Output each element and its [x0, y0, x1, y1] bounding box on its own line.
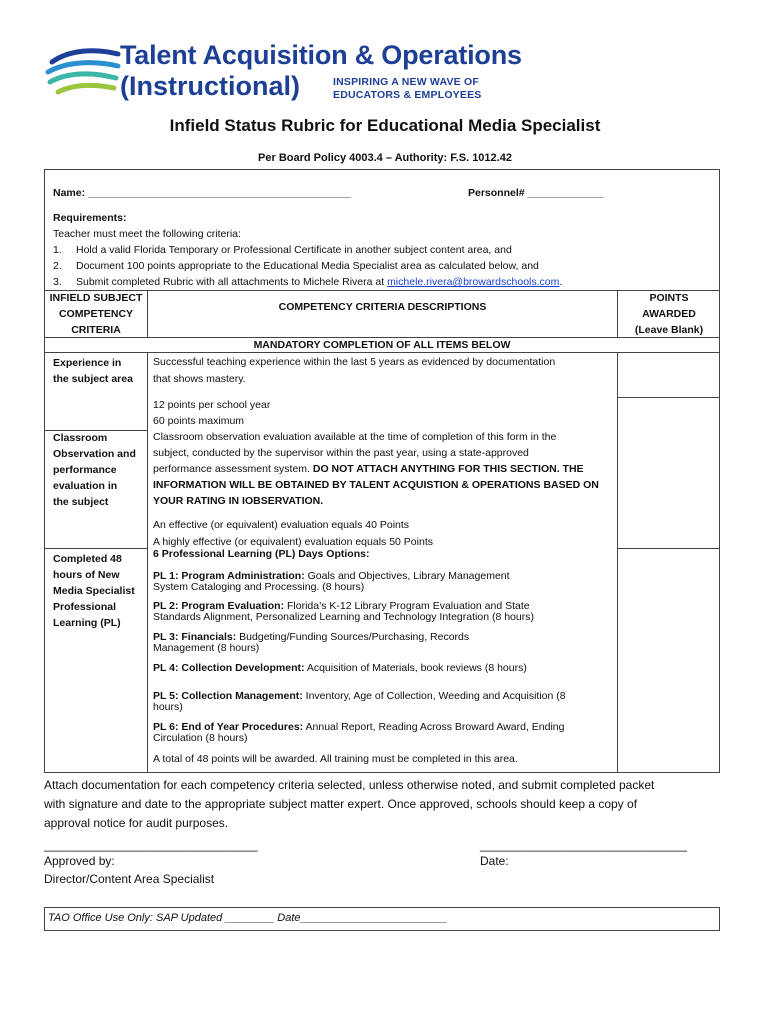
- approved-by-label: Approved by:: [44, 854, 115, 868]
- col1-divider: [147, 352, 148, 773]
- row1-criteria: [53, 355, 133, 387]
- personnel-field[interactable]: Personnel# _____________: [468, 187, 604, 199]
- pl6-label: PL 6: End of Year Procedures:: [153, 721, 304, 733]
- pl6-item: [153, 722, 564, 744]
- row3-criteria-line3: Media Specialist: [53, 585, 135, 597]
- criteria-header-line3: CRITERIA: [71, 324, 121, 336]
- pl3-line1: Budgeting/Funding Sources/Purchasing, Records: [236, 631, 470, 643]
- attach-instructions: [44, 776, 654, 833]
- pl3-item: [153, 632, 469, 654]
- pl5-item: [153, 691, 566, 713]
- row2-criteria-line5: the subject: [53, 496, 109, 508]
- row3-criteria-line2: hours of New: [53, 569, 120, 581]
- points-row1-border: [617, 397, 720, 398]
- email-link[interactable]: michele.rivera@browardschools.com: [387, 276, 560, 288]
- criteria-header-line2: COMPETENCY: [58, 308, 134, 320]
- row3-criteria: [53, 551, 135, 631]
- pl6-line1: Annual Report, Reading Across Broward Award, Ending: [303, 721, 565, 733]
- points-header: [618, 290, 720, 338]
- row1-points-line2: 60 points maximum: [153, 415, 245, 427]
- row2-criteria-line4: evaluation in: [53, 480, 118, 492]
- pl5-line2: hours): [153, 701, 183, 713]
- tao-office-use[interactable]: TAO Office Use Only: SAP Updated ________ Date________________________: [48, 912, 448, 924]
- requirement-2: Document 100 points appropriate to the Educational Media Specialist area as calculated below, and: [76, 260, 539, 272]
- points-header-line1: POINTS: [649, 292, 689, 304]
- attach-line2: with signature and date to the appropriate subject matter expert. Once approved, schools should keep a copy of: [44, 797, 638, 811]
- row1-points-line1: 12 points per school year: [153, 399, 271, 411]
- pl2-label: PL 2: Program Evaluation:: [153, 600, 285, 612]
- row1-criteria-line1: Experience in: [53, 357, 122, 369]
- pl-options-heading: 6 Professional Learning (PL) Days Options:: [153, 548, 370, 560]
- row2-criteria-line2: Observation and: [53, 448, 136, 460]
- document-title: Infield Status Rubric for Educational Media Specialist: [169, 116, 601, 135]
- row2-points-line1: An effective (or equivalent) evaluation equals 40 Points: [153, 519, 410, 531]
- pl6-line2: Circulation (8 hours): [153, 732, 248, 744]
- row3-criteria-line1: Completed 48: [53, 553, 122, 565]
- mandatory-banner: MANDATORY COMPLETION OF ALL ITEMS BELOW: [253, 339, 511, 351]
- pl2-item: [153, 601, 534, 623]
- pl5-label: PL 5: Collection Management:: [153, 690, 303, 702]
- row1-criteria-line2: the subject area: [53, 373, 133, 385]
- requirements-intro: Teacher must meet the following criteria:: [53, 228, 241, 240]
- row2-desc-line3: [153, 462, 584, 477]
- row2-criteria-border: [44, 548, 148, 549]
- pl4-line1: Acquisition of Materials, book reviews (8 hours): [304, 662, 527, 674]
- col3-divider: [617, 352, 618, 773]
- requirement-2-number: 2.: [53, 260, 62, 272]
- requirements-heading: Requirements:: [53, 212, 127, 224]
- pl2-line1: Florida’s K-12 Library Program Evaluation and State: [284, 600, 530, 612]
- logo-tagline-1: INSPIRING A NEW WAVE OF: [333, 76, 479, 88]
- pl1-item: [153, 571, 510, 593]
- row3-criteria-line4: Professional: [53, 601, 117, 613]
- requirement-3-suffix: .: [559, 276, 563, 288]
- attach-line1: Attach documentation for each competency criteria selected, unless otherwise noted, and submit completed packet: [44, 778, 655, 792]
- row2-criteria-line3: performance: [53, 464, 117, 476]
- logo-title-line2: (Instructional): [120, 71, 300, 101]
- date-label: Date:: [480, 854, 509, 868]
- row2-criteria: [53, 430, 136, 510]
- pl1-line2: System Cataloging and Processing. (8 hours): [153, 581, 365, 593]
- approver-title: Director/Content Area Specialist: [44, 872, 215, 886]
- pl3-line2: Management (8 hours): [153, 642, 260, 654]
- name-field[interactable]: Name: _____________________________________________: [53, 187, 351, 199]
- row2-desc-line2: subject, conducted by the supervisor within the past year, using a state-approved: [153, 447, 529, 459]
- pl-total: A total of 48 points will be awarded. All training must be completed in this area.: [153, 753, 518, 765]
- logo-tagline-2: EDUCATORS & EMPLOYEES: [333, 89, 482, 101]
- row2-desc-line5: YOUR RATING IN IOBSERVATION.: [153, 495, 324, 507]
- logo-title-line1: Talent Acquisition & Operations: [120, 40, 522, 70]
- attach-line3: approval notice for audit purposes.: [44, 816, 229, 830]
- row2-criteria-line1: Classroom: [53, 432, 108, 444]
- requirement-1-number: 1.: [53, 244, 62, 256]
- points-header-line2: AWARDED: [642, 308, 696, 320]
- criteria-header-line1: INFIELD SUBJECT: [49, 292, 143, 304]
- organization-logo-icon: [44, 44, 124, 100]
- row1-desc-line1: Successful teaching experience within the last 5 years as evidenced by documentation: [153, 356, 556, 368]
- pl1-line1: Goals and Objectives, Library Management: [304, 570, 510, 582]
- requirement-3: [76, 275, 562, 290]
- points-row2-border: [617, 548, 720, 549]
- requirement-3-number: 3.: [53, 276, 62, 288]
- policy-line: Per Board Policy 4003.4 – Authority: F.S. 1012.42: [258, 152, 512, 164]
- criteria-header: [44, 290, 148, 338]
- requirement-3-text: Submit completed Rubric with all attachments to Michele Rivera at: [76, 276, 388, 288]
- pl2-line2: Standards Alignment, Personalized Learning and Technology Integration (8 hours): [153, 611, 534, 623]
- pl4-label: PL 4: Collection Development:: [153, 662, 305, 674]
- requirement-1: Hold a valid Florida Temporary or Professional Certificate in another subject content area, and: [76, 244, 512, 256]
- row2-desc-line1: Classroom observation evaluation available at the time of completion of this form in the: [153, 431, 557, 443]
- row2-desc-line3-bold: DO NOT ATTACH ANYTHING FOR THIS SECTION. THE: [312, 463, 584, 475]
- approver-signature-line[interactable]: ________________________________: [44, 838, 258, 852]
- pl1-label: PL 1: Program Administration:: [153, 570, 305, 582]
- points-header-line3: (Leave Blank): [634, 324, 704, 336]
- pl4-item: [153, 663, 527, 674]
- row1-desc-line2: that shows mastery.: [153, 373, 246, 385]
- pl3-label: PL 3: Financials:: [153, 631, 237, 643]
- descriptions-header: COMPETENCY CRITERIA DESCRIPTIONS: [278, 301, 487, 313]
- pl5-line1: Inventory, Age of Collection, Weeding and Acquisition (8: [302, 690, 566, 702]
- row2-points-line2: A highly effective (or equivalent) evaluation equals 50 Points: [153, 536, 433, 548]
- row3-criteria-line5: Learning (PL): [53, 617, 121, 629]
- row2-desc-line3-plain: performance assessment system.: [153, 463, 313, 475]
- row2-desc-line4: INFORMATION WILL BE OBTAINED BY TALENT ACQUISTION & OPERATIONS BASED ON: [153, 479, 599, 491]
- date-signature-line[interactable]: _______________________________: [480, 838, 687, 852]
